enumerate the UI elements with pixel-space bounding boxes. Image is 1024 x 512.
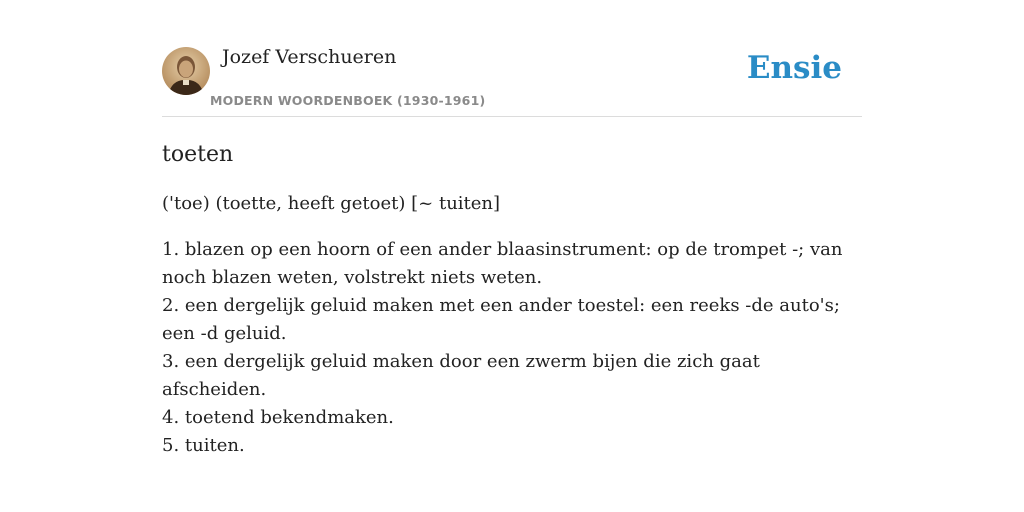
definition-item: 2. een dergelijk geluid maken met een ander toestel: een reeks -de auto's; een -d geluid.: [162, 295, 840, 344]
author-avatar[interactable]: [162, 47, 210, 95]
definition-item: 5. tuiten.: [162, 435, 245, 456]
definition-item: 1. blazen op een hoorn of een ander blaasinstrument: op de trompet -; van noch blazen weten, volstrekt niets weten.: [162, 239, 843, 288]
headword: toeten: [162, 142, 234, 167]
author-name[interactable]: Jozef Verschueren: [222, 46, 397, 68]
entry-content: [162, 138, 862, 460]
definition-item: 3. een dergelijk geluid maken door een zwerm bijen die zich gaat afscheiden.: [162, 351, 760, 400]
source-dictionary[interactable]: MODERN WOORDENBOEK (1930-1961): [210, 93, 486, 108]
entry-header: [162, 44, 862, 117]
definition-item: 4. toetend bekendmaken.: [162, 407, 394, 428]
author-portrait-icon: [162, 47, 210, 95]
definition-list: [162, 236, 862, 460]
grammar-info: ('toe) (toette, heeft getoet) [~ tuiten]: [162, 193, 501, 214]
ensie-logo[interactable]: Ensie: [746, 50, 842, 86]
